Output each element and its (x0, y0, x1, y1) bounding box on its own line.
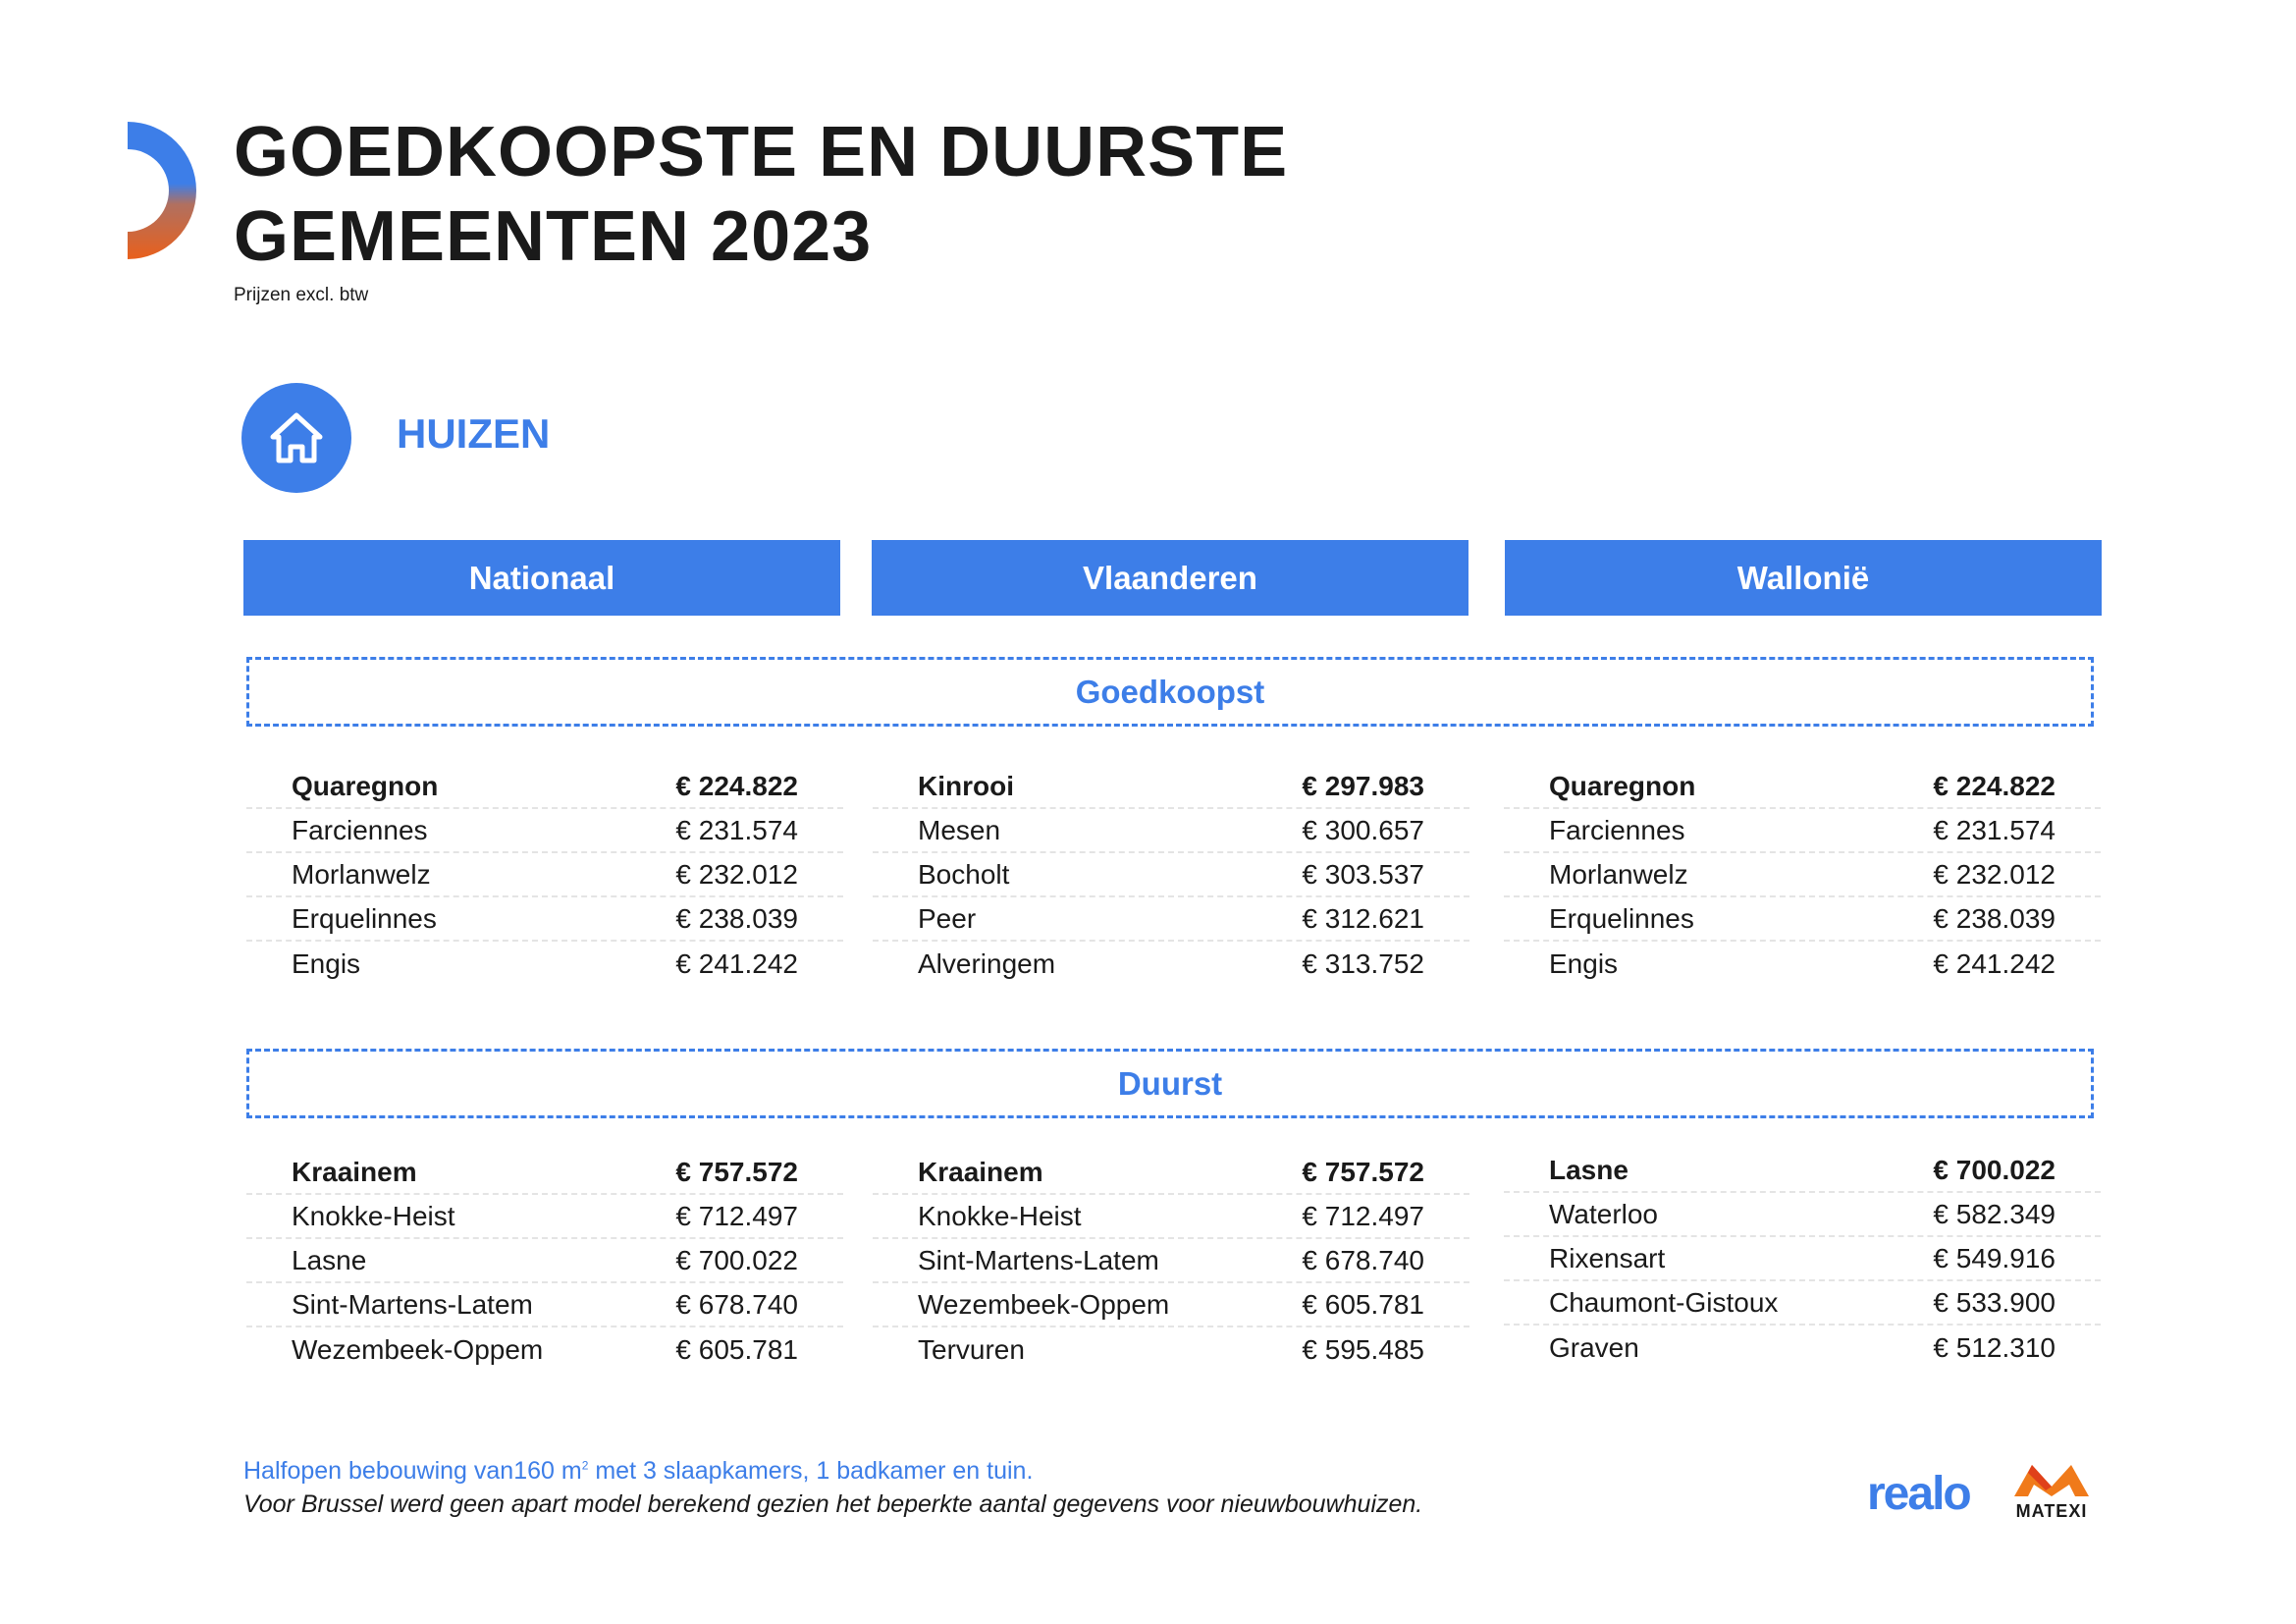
municipality-name: Knokke-Heist (918, 1200, 1082, 1231)
table-row (1504, 765, 2101, 809)
municipality-name: Morlanwelz (1549, 858, 1688, 890)
price-value: € 297.983 (1302, 770, 1424, 801)
municipality-name: Bocholt (918, 858, 1010, 890)
title-line-1: GOEDKOOPSTE EN DUURSTE (234, 113, 1289, 191)
column-header-nationaal: Nationaal (243, 540, 840, 616)
table-row (246, 897, 843, 942)
municipality-name: Tervuren (918, 1333, 1025, 1365)
table-row (873, 1195, 1469, 1239)
band-most-expensive: Duurst (246, 1049, 2094, 1118)
matexi-mark-icon (2010, 1461, 2093, 1498)
municipality-name: Chaumont-Gistoux (1549, 1286, 1779, 1318)
municipality-name: Kinrooi (918, 770, 1014, 801)
price-value: € 231.574 (675, 814, 798, 845)
table-cheapest-wallonie (1504, 765, 2101, 986)
municipality-name: Kraainem (918, 1156, 1043, 1187)
price-value: € 712.497 (1302, 1200, 1424, 1231)
price-value: € 238.039 (1933, 902, 2056, 934)
table-row (1504, 1193, 2101, 1237)
table-row (873, 809, 1469, 853)
table-row (246, 942, 843, 986)
column-header-wallonie: Wallonië (1505, 540, 2102, 616)
price-value: € 549.916 (1933, 1242, 2056, 1273)
price-value: € 757.572 (1302, 1156, 1424, 1187)
municipality-name: Waterloo (1549, 1198, 1659, 1229)
table-cheapest-vlaanderen (873, 765, 1469, 986)
price-value: € 241.242 (1933, 947, 2056, 979)
municipality-name: Sint-Martens-Latem (918, 1244, 1159, 1275)
table-row (246, 853, 843, 897)
price-value: € 231.574 (1933, 814, 2056, 845)
price-value: € 605.781 (1302, 1288, 1424, 1320)
municipality-name: Wezembeek-Oppem (292, 1333, 544, 1365)
municipality-name: Wezembeek-Oppem (918, 1288, 1170, 1320)
price-value: € 700.022 (1933, 1154, 2056, 1185)
price-value: € 300.657 (1302, 814, 1424, 845)
table-expensive-wallonie (1504, 1149, 2101, 1370)
municipality-name: Erquelinnes (1549, 902, 1694, 934)
realo-logo: realo (1867, 1468, 1970, 1520)
table-row (1504, 1237, 2101, 1281)
municipality-name: Sint-Martens-Latem (292, 1288, 533, 1320)
price-value: € 700.022 (675, 1244, 798, 1275)
matexi-logo (2010, 1461, 2093, 1522)
price-value: € 232.012 (675, 858, 798, 890)
price-value: € 605.781 (675, 1333, 798, 1365)
footnote-text-end: met 3 slaapkamers, 1 badkamer en tuin. (588, 1457, 1034, 1485)
price-value: € 232.012 (1933, 858, 2056, 890)
table-row (246, 809, 843, 853)
table-row (246, 1151, 843, 1195)
footnote-brussels: Voor Brussel werd geen apart model berekend gezien het beperkte aantal gegevens voor nieuwbouwhuizen. (243, 1490, 1423, 1518)
price-value: € 582.349 (1933, 1198, 2056, 1229)
municipality-name: Engis (1549, 947, 1619, 979)
table-row (873, 1327, 1469, 1372)
table-row (246, 1283, 843, 1327)
municipality-name: Quaregnon (292, 770, 439, 801)
municipality-name: Knokke-Heist (292, 1200, 455, 1231)
matexi-wordmark: MATEXI (2015, 1501, 2088, 1521)
table-row (1504, 853, 2101, 897)
table-row (873, 1151, 1469, 1195)
municipality-name: Graven (1549, 1331, 1639, 1363)
table-expensive-vlaanderen (873, 1151, 1469, 1372)
table-row (873, 942, 1469, 986)
municipality-name: Morlanwelz (292, 858, 431, 890)
price-value: € 238.039 (675, 902, 798, 934)
table-row (246, 765, 843, 809)
column-header-vlaanderen: Vlaanderen (872, 540, 1468, 616)
municipality-name: Mesen (918, 814, 1001, 845)
municipality-name: Lasne (1549, 1154, 1629, 1185)
price-value: € 303.537 (1302, 858, 1424, 890)
footnote-text-start: Halfopen bebouwing van160 m (243, 1457, 582, 1485)
price-value: € 712.497 (675, 1200, 798, 1231)
page-subtitle: Prijzen excl. btw (234, 285, 369, 305)
table-row (1504, 1149, 2101, 1193)
brand-arc-logo (128, 122, 200, 259)
municipality-name: Rixensart (1549, 1242, 1666, 1273)
municipality-name: Alveringem (918, 947, 1056, 979)
table-row (873, 1239, 1469, 1283)
price-value: € 757.572 (675, 1156, 798, 1187)
table-row (1504, 1281, 2101, 1326)
price-value: € 678.740 (675, 1288, 798, 1320)
municipality-name: Peer (918, 902, 977, 934)
footnote-housing-spec (243, 1457, 1033, 1486)
municipality-name: Lasne (292, 1244, 367, 1275)
page-title (234, 110, 1288, 279)
table-row (1504, 1326, 2101, 1370)
table-row (873, 897, 1469, 942)
price-value: € 224.822 (1933, 770, 2056, 801)
price-value: € 533.900 (1933, 1286, 2056, 1318)
price-value: € 313.752 (1302, 947, 1424, 979)
table-row (1504, 897, 2101, 942)
municipality-name: Engis (292, 947, 361, 979)
price-value: € 512.310 (1933, 1331, 2056, 1363)
band-cheapest: Goedkoopst (246, 657, 2094, 727)
municipality-name: Farciennes (292, 814, 428, 845)
price-value: € 595.485 (1302, 1333, 1424, 1365)
table-row (873, 765, 1469, 809)
municipality-name: Kraainem (292, 1156, 417, 1187)
price-value: € 241.242 (675, 947, 798, 979)
house-icon (241, 383, 351, 493)
price-value: € 312.621 (1302, 902, 1424, 934)
municipality-name: Farciennes (1549, 814, 1685, 845)
price-value: € 224.822 (675, 770, 798, 801)
table-row (1504, 942, 2101, 986)
municipality-name: Erquelinnes (292, 902, 437, 934)
title-line-2: GEMEENTEN 2023 (234, 197, 873, 276)
municipality-name: Quaregnon (1549, 770, 1696, 801)
table-row (246, 1195, 843, 1239)
table-row (246, 1239, 843, 1283)
table-expensive-nationaal (246, 1151, 843, 1372)
footnote-superscript: 2 (581, 1458, 589, 1473)
table-row (873, 853, 1469, 897)
table-row (1504, 809, 2101, 853)
table-row (873, 1283, 1469, 1327)
table-cheapest-nationaal (246, 765, 843, 986)
table-row (246, 1327, 843, 1372)
price-value: € 678.740 (1302, 1244, 1424, 1275)
section-title: HUIZEN (397, 410, 551, 457)
